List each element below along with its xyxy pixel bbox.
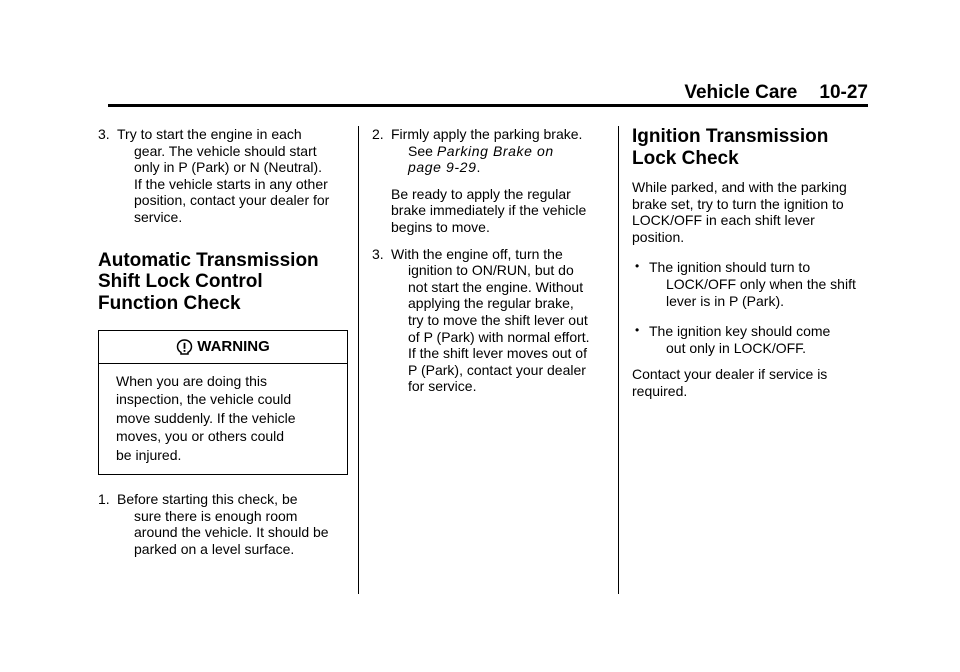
closing-paragraph [632,366,872,399]
bullet-icon: • [635,323,640,338]
bullet-text: LOCK/OFF only when the shift [666,275,856,292]
step-text: sure there is enough room [134,507,298,524]
warning-text: be injured. [116,446,182,463]
paragraph-line: brake immediately if the vehicle [391,202,587,219]
step-2-parking-brake [372,126,612,176]
step-2-note [391,186,612,236]
heading-line: Shift Lock Control [98,271,263,293]
warning-text: moves, you or others could [116,428,285,445]
column-1 [98,126,338,557]
step-text: not start the engine. Without [408,278,584,295]
step-text: only in P (Park) or N (Neutral). [134,159,323,176]
cross-reference-link[interactable]: Parking Brake on [436,142,554,159]
paragraph-line: While parked, and with the parking [632,179,847,195]
warning-body [99,364,347,474]
header-page-number: 10-27 [819,82,868,103]
section-heading-shift-lock [98,250,338,315]
step-text: for service. [408,378,477,395]
warning-icon [176,339,193,355]
step-text: P (Park), contact your dealer [408,361,586,378]
header-section: Vehicle Care [684,82,798,103]
paragraph-line: required. [632,382,688,399]
warning-header [99,331,347,364]
step-number: 3. [372,245,384,262]
heading-line: Lock Check [632,147,739,169]
intro-paragraph [632,179,872,245]
step-text: position, contact your dealer for [134,192,330,209]
paragraph-line: brake set, try to turn the ignition to [632,195,844,212]
cross-reference-line [391,159,612,176]
warning-box [98,330,348,475]
step-text: parked on a level surface. [134,540,295,557]
step-text: If the vehicle starts in any other [134,175,328,192]
bullet-text: The ignition key should come [649,323,831,340]
heading-line: Ignition Transmission [632,126,829,147]
column-divider-1 [358,126,359,594]
step-text: Try to start the engine in each [117,126,302,142]
step-text: of P (Park) with normal effort. [408,328,590,345]
paragraph-line: Contact your dealer if service is [632,366,828,383]
warning-text: When you are doing this [116,373,267,390]
step-number: 2. [372,126,384,142]
header-rule [108,104,868,107]
step-text: around the vehicle. It should be [134,524,329,541]
step-number: 3. [98,126,110,142]
bullet-item [632,323,872,356]
section-heading-ignition-lock [632,126,872,169]
column-3 [632,126,872,400]
bullet-item [632,259,872,309]
heading-line: Automatic Transmission [98,249,319,271]
warning-title: WARNING [197,337,270,355]
paragraph-line: begins to move. [391,218,490,235]
step-text: Firmly apply the parking brake. [391,126,583,142]
bullet-text: out only in LOCK/OFF. [666,339,807,356]
step-text: With the engine off, turn the [391,245,563,262]
step-text: ignition to ON/RUN, but do [408,262,574,279]
heading-line: Function Check [98,292,241,314]
paragraph-line: LOCK/OFF in each shift lever [632,212,815,229]
step-number: 1. [98,491,110,508]
column-divider-2 [618,126,619,594]
column-2 [372,126,612,395]
step-1-room-check [98,491,338,557]
step-text: If the shift lever moves out of [408,345,587,362]
header-title [684,82,868,104]
step-text: service. [134,208,183,225]
step-3-shift-lever [372,246,612,395]
step-text: try to move the shift lever out [408,311,588,328]
step-text: gear. The vehicle should start [134,142,317,159]
warning-text: move suddenly. If the vehicle [116,409,296,426]
paragraph-line: position. [632,228,685,245]
bullet-icon: • [635,259,640,274]
warning-text: inspection, the vehicle could [116,391,292,408]
cross-reference-line [391,143,612,160]
period: . [476,159,481,176]
paragraph-line: Be ready to apply the regular [391,185,571,202]
see-label: See [408,142,433,159]
cross-reference-page[interactable]: page 9-29 [408,159,477,176]
bullet-text: lever is in P (Park). [666,292,784,309]
bullet-text: The ignition should turn to [649,259,811,276]
step-text: applying the regular brake, [408,295,574,312]
step-text: Before starting this check, be [117,491,298,508]
step-3-start-engine [98,126,338,226]
